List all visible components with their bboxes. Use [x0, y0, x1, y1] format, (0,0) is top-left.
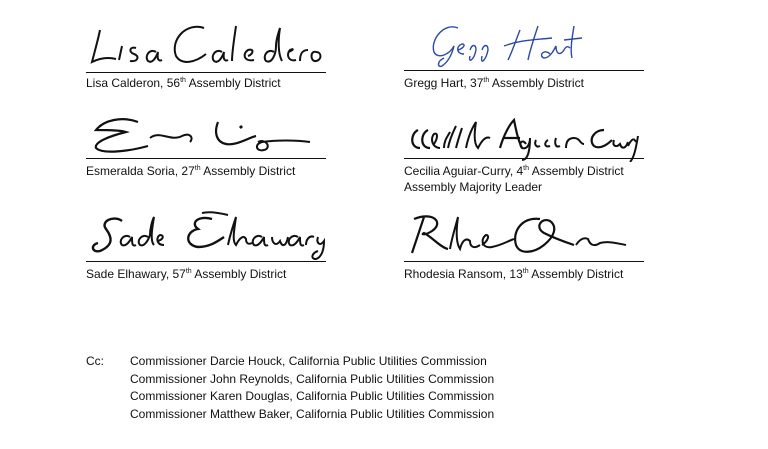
ordinal-suffix: th — [185, 268, 192, 275]
signature-line — [86, 72, 326, 73]
district-text: Assembly District — [531, 267, 624, 281]
signature-gregg-hart — [404, 10, 644, 70]
ordinal-suffix: th — [523, 165, 530, 172]
district-text: Assembly District — [188, 76, 281, 90]
cc-recipient: Commissioner Darcie Houck, California Public Utilities Commission — [130, 354, 487, 368]
district-text: Assembly District — [194, 267, 287, 281]
signatory-caption: Cecilia Aguiar-Curry, 4th Assembly District — [404, 164, 624, 178]
district-number: 37 — [470, 76, 484, 90]
signatory-name: Rhodesia Ransom — [404, 267, 503, 281]
cc-recipient: Commissioner Karen Douglas, California Public Utilities Commission — [130, 389, 495, 403]
signature-line — [404, 261, 644, 262]
signatory-caption: Esmeralda Soria, 27th Assembly District — [86, 164, 296, 178]
cc-recipient-list — [130, 353, 494, 423]
signatory-caption: Gregg Hart, 37th Assembly District — [404, 76, 584, 90]
ordinal-suffix: th — [180, 77, 186, 84]
district-number: 4 — [516, 164, 524, 178]
signature-line — [404, 158, 644, 159]
signature-line — [404, 70, 644, 71]
signature-lisa-calderon — [86, 10, 326, 70]
signatory-caption: Lisa Calderon, 56th Assembly District — [86, 76, 281, 90]
signature-line — [86, 158, 326, 159]
ordinal-suffix: th — [194, 165, 201, 172]
ordinal-suffix: th — [522, 268, 529, 275]
district-number: 57 — [172, 267, 186, 281]
cc-recipient: Commissioner Matthew Baker, California Public Utilities Commission — [130, 406, 495, 421]
signatory-name: Lisa Calderon — [86, 76, 161, 90]
cc-label: Cc: — [86, 354, 104, 368]
signature-cecilia-aguiar-curry — [404, 108, 644, 162]
signatory-title: Assembly Majority Leader — [404, 180, 543, 194]
signatory-name: Sade Elhawary — [86, 267, 166, 281]
signatory-caption: Rhodesia Ransom, 13th Assembly District — [404, 267, 624, 281]
signature-esmeralda-soria — [86, 108, 326, 160]
signatory-name: Gregg Hart — [404, 76, 464, 90]
signatory-caption: Sade Elhawary, 57th Assembly District — [86, 267, 287, 281]
signature-rhodesia-ransom — [404, 207, 644, 261]
cc-recipient: Commissioner John Reynolds, California Public Utilities Commission — [130, 371, 495, 386]
district-text: Assembly District — [203, 164, 296, 178]
signatory-name: Cecilia Aguiar-Curry — [404, 164, 510, 178]
district-text: Assembly District — [491, 76, 584, 90]
district-number: 27 — [181, 164, 195, 178]
district-text: Assembly District — [531, 164, 624, 178]
signature-sade-elhawary — [86, 207, 326, 261]
signature-line — [86, 261, 326, 262]
district-number: 13 — [509, 267, 523, 281]
ordinal-suffix: th — [483, 77, 490, 84]
signatory-name: Esmeralda Soria — [86, 164, 175, 178]
district-number: 56 — [166, 76, 181, 90]
